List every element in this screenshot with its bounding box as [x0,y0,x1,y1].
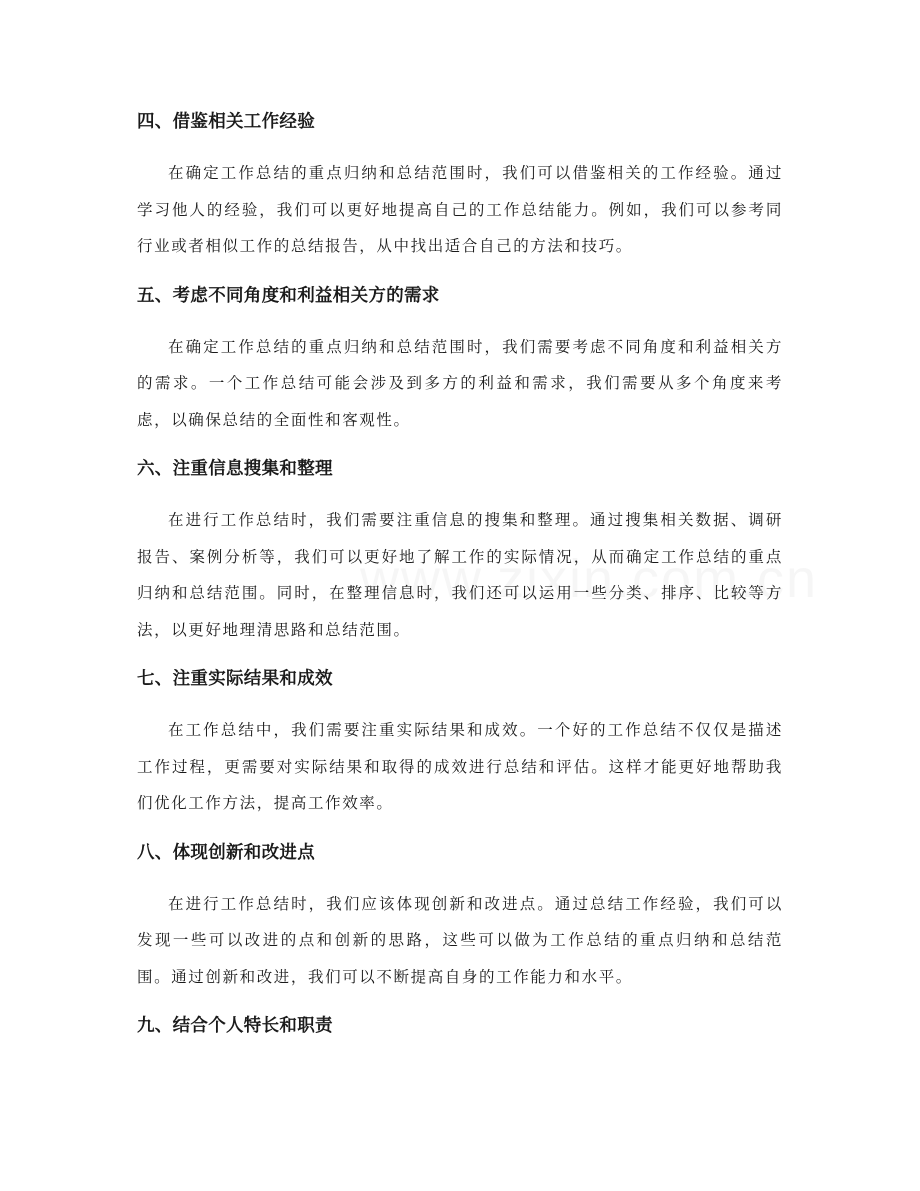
section-paragraph: 在确定工作总结的重点归纳和总结范围时，我们可以借鉴相关的工作经验。通过学习他人的经验，我们可以更好地提高自己的工作总结能力。例如，我们可以参考同行业或者相似工作的总结报告，从中找出适合自己的方法和技巧。 [137,164,783,255]
section-9 [137,1010,783,1042]
section-heading: 九、结合个人特长和职责 [137,1016,333,1036]
section-5 [137,280,783,439]
section-7 [137,663,783,822]
section-8 [137,837,783,996]
section-heading: 五、考虑不同角度和利益相关方的需求 [137,285,440,306]
section-heading: 八、体现创新和改进点 [137,842,315,863]
section-paragraph: 在确定工作总结的重点归纳和总结范围时，我们需要考虑不同角度和利益相关方的需求。一个工作总结可能会涉及到多方的利益和需求，我们需要从多个角度来考虑，以确保总结的全面性和客观性。 [137,337,783,429]
section-heading: 四、借鉴相关工作经验 [137,112,315,132]
section-6 [137,453,783,648]
section-heading: 六、注重信息搜集和整理 [137,459,333,479]
document-content [137,106,783,1059]
section-4 [137,106,783,265]
section-paragraph: 在进行工作总结时，我们应该体现创新和改进点。通过总结工作经验，我们可以发现一些可以改进的点和创新的思路，这些可以做为工作总结的重点归纳和总结范围。通过创新和改进，我们可以不断提高自身的工作能力和水平。 [137,894,783,986]
section-paragraph: 在进行工作总结时，我们需要注重信息的搜集和整理。通过搜集相关数据、调研报告、案例分析等，我们可以更好地了解工作的实际情况，从而确定工作总结的重点归纳和总结范围。同时，在整理信息时，我们还可以运用一些分类、排序、比较等方法，以更好地理清思路和总结范围。 [137,511,783,639]
section-heading: 七、注重实际结果和成效 [137,669,333,689]
section-paragraph: 在工作总结中，我们需要注重实际结果和成效。一个好的工作总结不仅仅是描述工作过程，更需要对实际结果和取得的成效进行总结和评估。这样才能更好地帮助我们优化工作方法，提高工作效率。 [137,721,783,812]
